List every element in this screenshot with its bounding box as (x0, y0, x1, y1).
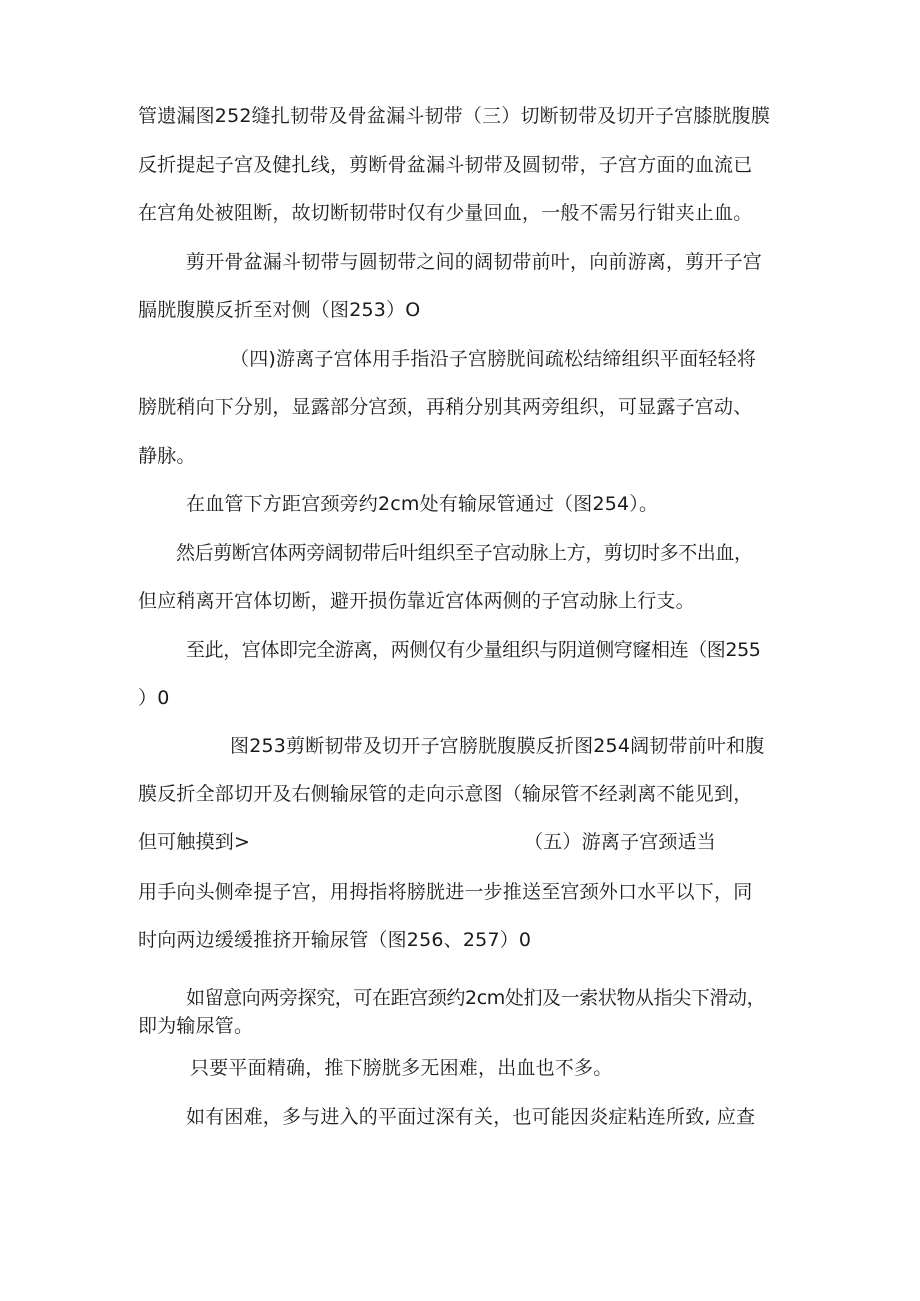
text-line-16: 但可触摸到> (138, 831, 251, 853)
text-line-11: 但应稍离开宫体切断，避开损伤靠近宫体两侧的子宫动脉上行支。 (138, 590, 695, 612)
text-line-14: 图253剪断韧带及切开子宫膀胱腹膜反折图254阔韧带前叶和腹 (230, 735, 765, 757)
text-line-6: （四)游离子宫体用手指沿子宫膀胱间疏松结缔组织平面轻轻将 (230, 348, 757, 370)
text-line-1: 管遗漏图252缝扎韧带及骨盆漏斗韧带（三）切断韧带及切开子宫膝胱腹膜 (138, 105, 771, 127)
text-line-22: 只要平面精确，推下膀胱多无困难，出血也不多。 (190, 1057, 613, 1079)
text-line-18: 用手向头侧牵提子宫，用拇指将膀胱进一步推送至宫颈外口水平以下，同 (138, 881, 753, 903)
text-line-12: 至此，宫体即完全游离，两侧仅有少量组织与阴道侧穹窿相连（图255 (186, 639, 761, 661)
text-line-8: 静脉。 (138, 445, 196, 467)
text-line-23: 如有困难，多与进入的平面过深有关，也可能因炎症粘连所致, 应查 (186, 1106, 756, 1128)
text-line-19: 时向两边缓缓推挤开输尿管（图256、257）0 (138, 929, 532, 951)
text-line-10: 然后剪断宫体两旁阔韧带后叶组织至子宫动脉上方，剪切时多不出血， (176, 542, 753, 564)
text-line-20: 如留意向两旁探究，可在距宫颈约2cm处扪及一索状物从指尖下滑动， (186, 987, 766, 1009)
text-line-9: 在血管下方距宫颈旁约2cm处有输尿管通过（图254）。 (186, 493, 659, 515)
text-line-15: 膜反折全部切开及右侧输尿管的走向示意图（输尿管不经剥离不能见到， (138, 783, 753, 805)
text-line-17: （五）游离子宫颈适当 (524, 831, 717, 853)
text-line-7: 膀胱稍向下分别，显露部分宫颈，再稍分别其两旁组织，可显露子宫动、 (138, 396, 753, 418)
text-line-4: 剪开骨盆漏斗韧带与圆韧带之间的阔韧带前叶，向前游离，剪开子宫 (186, 251, 763, 273)
text-line-5: 膈胱腹膜反折至对侧（图253）O (138, 299, 421, 321)
text-line-13: ）0 (138, 687, 170, 709)
text-line-21: 即为输尿管。 (138, 1015, 254, 1037)
text-line-3: 在宫角处被阻断，故切断韧带时仅有少量回血，一般不需另行钳夹止血。 (138, 202, 753, 224)
text-line-2: 反折提起子宫及健扎线，剪断骨盆漏斗韧带及圆韧带，子宫方面的血流已 (138, 154, 753, 176)
